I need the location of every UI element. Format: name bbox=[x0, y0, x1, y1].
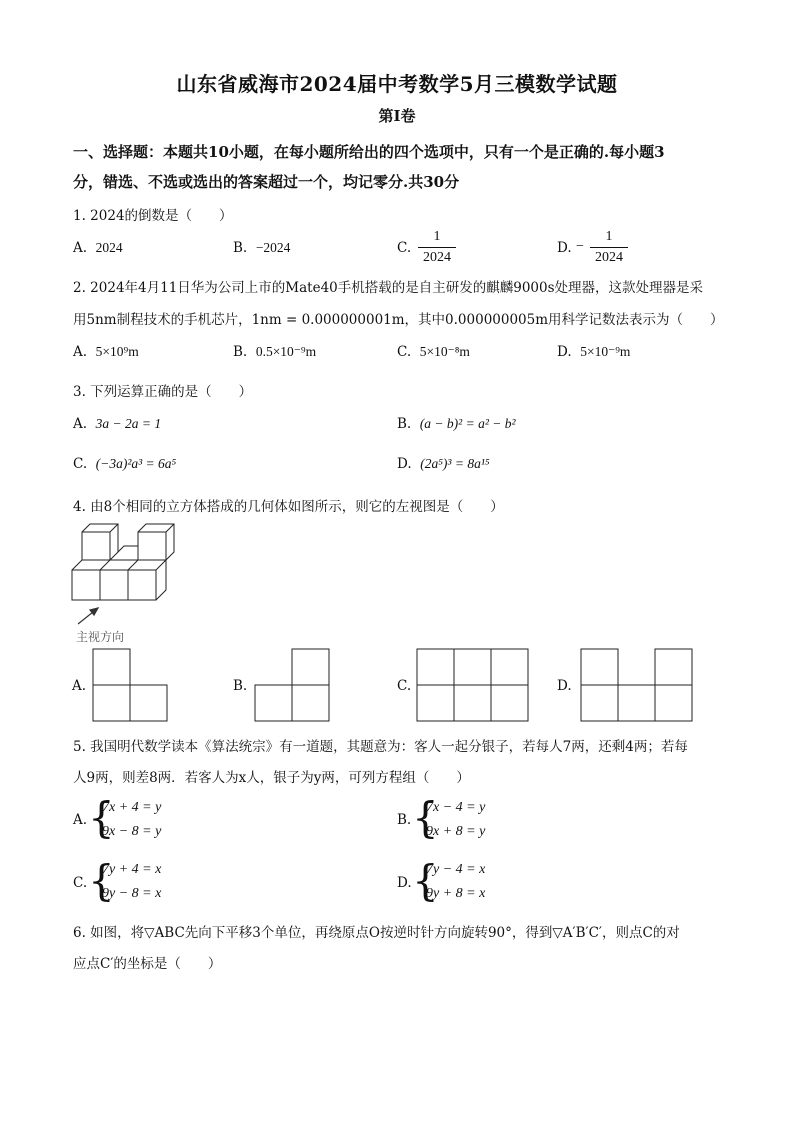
q1-option-b: B. −2024 bbox=[233, 240, 291, 256]
q2-option-d: D. 5×10⁻⁹m bbox=[557, 344, 631, 360]
q5-option-d-system: 7y − 4 = x 9y + 8 = x bbox=[426, 862, 486, 901]
q4-option-b-label: B. bbox=[233, 678, 248, 694]
q6-stem-line2: 应点C′的坐标是（ ） bbox=[73, 956, 222, 972]
page-title: 山东省威海市2024届中考数学5月三模数学试题 bbox=[176, 72, 618, 96]
q3-stem: 3. 下列运算正确的是（ ） bbox=[73, 384, 253, 400]
q4-option-d-label: D. bbox=[557, 678, 572, 694]
q5-option-c-brace: { bbox=[88, 856, 115, 905]
q3-option-a: A. 3a − 2a = 1 bbox=[73, 416, 162, 432]
q1-option-c-fraction: 1 2024 bbox=[418, 229, 456, 266]
view-direction-label: 主视方向 bbox=[76, 630, 125, 644]
q5-option-d-label: D. bbox=[397, 875, 412, 891]
q2-option-b: B. 0.5×10⁻⁹m bbox=[233, 344, 317, 360]
q1-option-d-label: D. bbox=[557, 240, 572, 256]
q4-option-c-figure bbox=[416, 648, 529, 722]
section-heading-line1: 一、选择题：本题共10小题，在每小题所给出的四个选项中，只有一个是正确的.每小题3 bbox=[73, 143, 665, 161]
q1-option-c-label: C. bbox=[397, 240, 412, 256]
q2-stem-line1: 2. 2024年4月11日华为公司上市的Mate40手机搭载的是自主研发的麒麟9000s处理器，这款处理器是采 bbox=[73, 280, 704, 296]
q4-option-a-label: A. bbox=[72, 678, 87, 694]
q2-stem-line2: 用5nm制程技术的手机芯片，1nm = 0.000000001m，其中0.000000005m用科学记数法表示为（ ） bbox=[73, 312, 724, 328]
q5-option-a-label: A. bbox=[73, 812, 88, 828]
q5-stem-line1: 5. 我国明代数学读本《算法统宗》有一道题，其题意为：客人一起分银子，若每人7两，还剩4两；若每 bbox=[73, 739, 688, 755]
q4-option-c-label: C. bbox=[397, 678, 412, 694]
q1-option-d-fraction: 1 2024 bbox=[590, 229, 628, 266]
q5-option-b-label: B. bbox=[397, 812, 412, 828]
q1-option-d-sign: − bbox=[576, 239, 584, 254]
q5-option-a-brace: { bbox=[88, 793, 115, 842]
q1-option-a: A. 2024 bbox=[73, 240, 123, 256]
q5-option-a-system: 7x + 4 = y 9x − 8 = y bbox=[102, 800, 162, 839]
q5-option-b-system: 7x − 4 = y 9x + 8 = y bbox=[426, 800, 486, 839]
q2-option-c: C. 5×10⁻⁸m bbox=[397, 344, 470, 360]
volume-heading: 第I卷 bbox=[378, 107, 416, 125]
cube-solid-figure bbox=[68, 520, 188, 630]
q3-option-c: C. (−3a)²a³ = 6a⁵ bbox=[73, 456, 177, 472]
section-heading-line2: 分，错选、不选或选出的答案超过一个，均记零分.共30分 bbox=[73, 173, 460, 191]
q2-option-a: A. 5×10⁹m bbox=[73, 344, 139, 360]
q4-option-a-figure bbox=[92, 648, 168, 722]
q3-option-d: D. (2a⁵)³ = 8a¹⁵ bbox=[397, 456, 490, 472]
q1-stem: 1. 2024的倒数是（ ） bbox=[73, 208, 233, 224]
q5-option-c-system: 7y + 4 = x 9y − 8 = x bbox=[102, 862, 162, 901]
q5-option-b-brace: { bbox=[412, 793, 439, 842]
q4-stem: 4. 由8个相同的立方体搭成的几何体如图所示，则它的左视图是（ ） bbox=[73, 499, 504, 515]
q5-stem-line2: 人9两，则差8两．若客人为x人，银子为y两，可列方程组（ ） bbox=[73, 770, 470, 786]
q4-option-b-figure bbox=[254, 648, 330, 722]
q3-option-b: B. (a − b)² = a² − b² bbox=[397, 416, 516, 432]
q5-option-c-label: C. bbox=[73, 875, 88, 891]
q6-stem-line1: 6. 如图，将▽ABC先向下平移3个单位，再绕原点O按逆时针方向旋转90°，得到▽A′B′C′，则点C的对 bbox=[73, 925, 680, 941]
q4-option-d-figure bbox=[580, 648, 693, 722]
q5-option-d-brace: { bbox=[412, 856, 439, 905]
